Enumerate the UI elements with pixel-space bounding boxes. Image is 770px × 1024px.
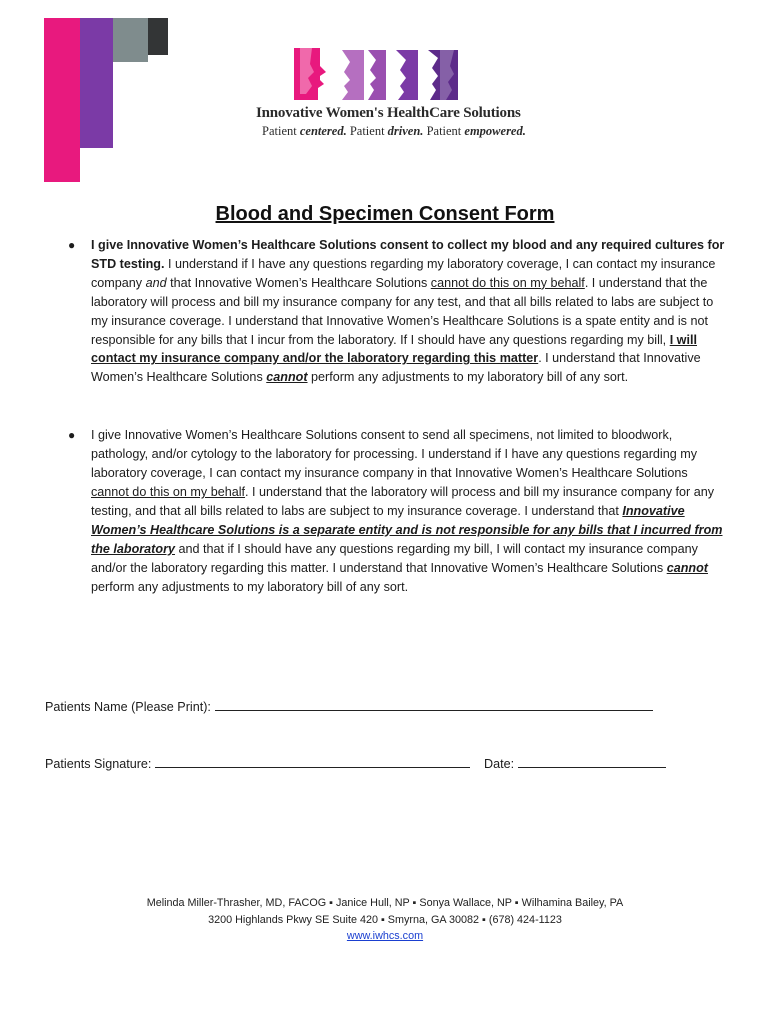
date-label: Date: bbox=[484, 757, 515, 771]
footer-providers: Melinda Miller-Thrasher, MD, FACOG ▪ Janice Hull, NP ▪ Sonya Wallace, NP ▪ Wilhamina Bailey, PA bbox=[146, 897, 624, 909]
footer-website-link[interactable]: www.iwhcs.com bbox=[346, 930, 424, 942]
footer bbox=[0, 895, 770, 945]
corner-bar-purple bbox=[80, 18, 113, 148]
bullet-icon: ● bbox=[68, 428, 76, 443]
patient-signature-field bbox=[45, 753, 470, 771]
date-input-line[interactable] bbox=[518, 753, 666, 768]
consent-list bbox=[66, 236, 726, 596]
bullet-icon: ● bbox=[68, 238, 76, 252]
patient-signature-input-line[interactable] bbox=[155, 753, 470, 768]
corner-bar-gray bbox=[113, 18, 148, 62]
date-field bbox=[484, 753, 666, 771]
consent-item-specimens: ● I give Innovative Women’s Healthcare Solutions consent to send all specimens, not limited to bloodwork, pathology, and/or cytology to the laboratory for processing. I understand if I have any questions regarding my laboratory coverage, I can contact my insurance company in that Innovative Women’s Healthcare Solutions cannot do this on my behalf. I understand that the laboratory will process and bill my insurance company for any testing, and that all bills related to labs are subject to my insurance coverage. I understand that Innovative Women’s Healthcare Solutions is a separate entity and is not responsible for any bills that I incurred from the laboratory and that if I should have any questions regarding my bill, I will contact my insurance company and/or the laboratory regarding this matter. I understand that Innovative Women’s Healthcare Solutions cannot perform any adjustments to my laboratory bill of any sort. bbox=[68, 428, 723, 594]
logo-tagline: Patient centered. Patient driven. Patient empowered. bbox=[262, 124, 526, 138]
corner-bar-dark bbox=[148, 18, 168, 55]
corner-bar-pink bbox=[44, 18, 80, 182]
patient-name-field bbox=[45, 696, 653, 714]
patient-name-input-line[interactable] bbox=[215, 696, 653, 711]
patient-signature-label: Patients Signature: bbox=[45, 757, 152, 771]
consent-item-blood: ● I give Innovative Women’s Healthcare Solutions consent to collect my blood and any required cultures for STD testing. I understand if I have any questions regarding my laboratory coverage, I can contact my insurance company and that Innovative Women’s Healthcare Solutions cannot do this on my behalf. I understand that the laboratory will process and bill my insurance company for any test, and that all bills related to labs are subject to my insurance coverage. I understand that Innovative Women’s Healthcare Solutions is a spate entity and is not responsible for any bills that I incur from the laboratory. If I should have any questions regarding my bill, I will contact my insurance company and/or the laboratory regarding this matter. I understand that Innovative Women’s Healthcare Solutions cannot perform any adjustments to my laboratory bill of any sort. bbox=[68, 238, 725, 385]
logo-name: Innovative Women's HealthCare Solutions bbox=[256, 105, 521, 121]
patient-name-label: Patients Name (Please Print): bbox=[45, 700, 211, 714]
footer-address: 3200 Highlands Pkwy SE Suite 420 ▪ Smyrna, GA 30082 ▪ (678) 424-1123 bbox=[208, 913, 562, 926]
page-title: Blood and Specimen Consent Form bbox=[215, 203, 555, 225]
logo-faces-icon bbox=[290, 42, 470, 106]
